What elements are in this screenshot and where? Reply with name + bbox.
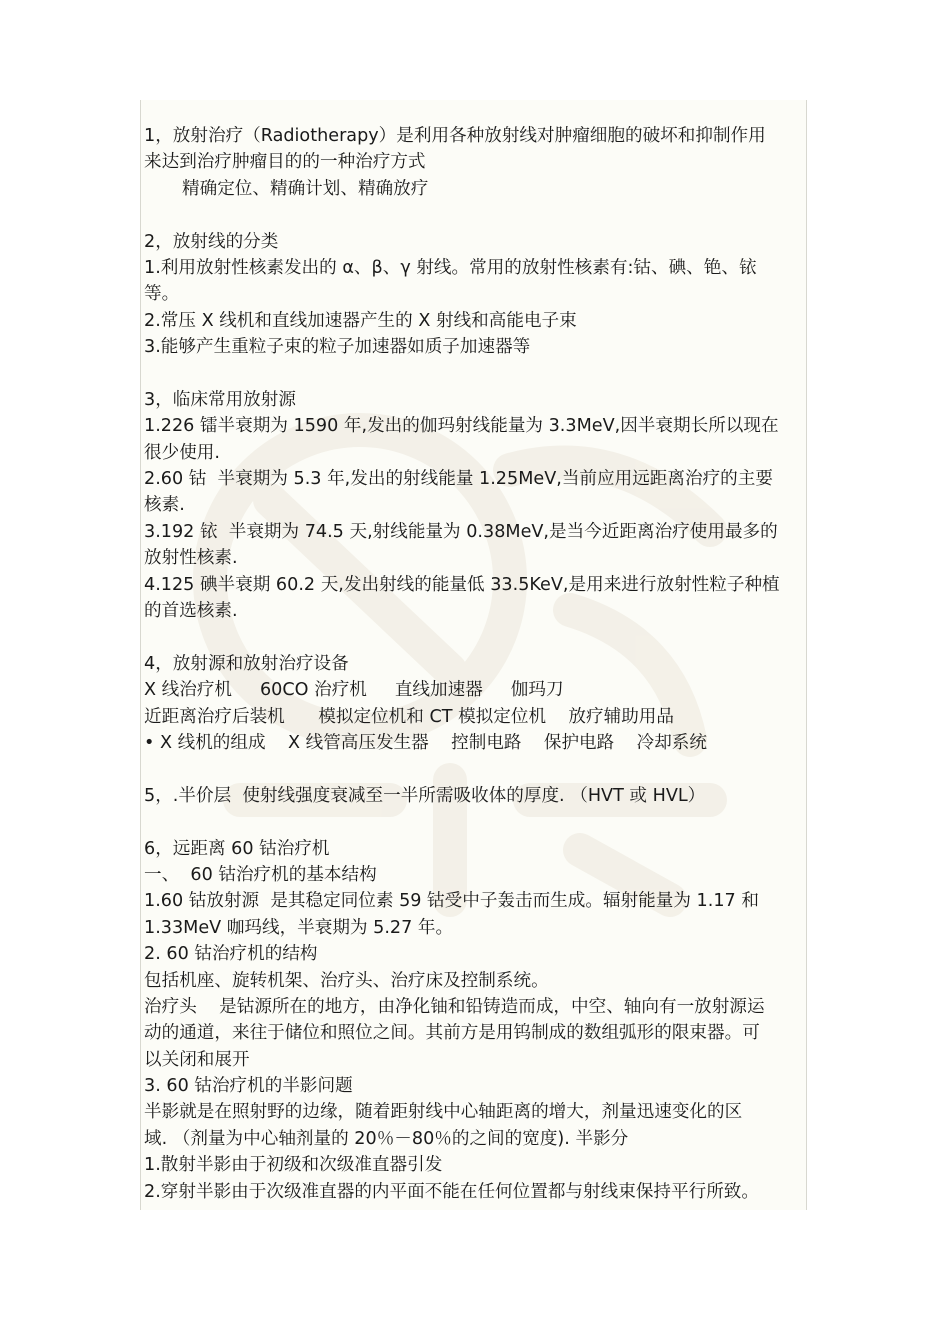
text-line: 很少使用.	[144, 442, 220, 463]
document-body	[144, 123, 804, 1205]
text-line: 4.125 碘半衰期 60.2 天,发出射线的能量低 33.5KeV,是用来进行放射性粒子种植	[144, 574, 780, 595]
text-line: 2. 60 钴治疗机的结构	[144, 944, 318, 965]
text-line: 1.33MeV 咖玛线，半衰期为 5.27 年。	[144, 917, 454, 938]
blank-line	[144, 624, 804, 650]
text-line: 以关闭和展开	[144, 1049, 250, 1070]
text-line: 1.226 镭半衰期为 1590 年,发出的伽玛射线能量为 3.3MeV,因半衰期长所以现在	[144, 416, 779, 437]
text-line: 3.能够产生重粒子束的粒子加速器如质子加速器等	[144, 337, 531, 358]
text-line: 等。	[144, 284, 180, 305]
text-line: 1.60 钴放射源 是其稳定同位素 59 钴受中子轰击而生成。辐射能量为 1.17 和	[144, 891, 759, 912]
section-heading: 4，放射源和放射治疗设备	[144, 653, 349, 674]
text-line: X 线治疗机 60CO 治疗机 直线加速器 伽玛刀	[144, 680, 564, 701]
blank-line	[144, 756, 804, 782]
text-line: 治疗头 是钴源所在的地方，由净化铀和铅铸造而成，中空、轴向有一放射源运	[144, 996, 765, 1017]
text-line: • X 线机的组成 X 线管高压发生器 控制电路 保护电路 冷却系统	[144, 732, 707, 753]
text-line: 精确定位、精确计划、精确放疗	[182, 178, 429, 199]
text-line: 1，放射治疗（Radiotherapy）是利用各种放射线对肿瘤细胞的破坏和抑制作用	[144, 126, 766, 146]
section-heading: 5，.半价层 使射线强度衰减至一半所需吸收体的厚度. （HVT 或 HVL）	[144, 785, 706, 806]
text-line: 2.60 钴 半衰期为 5.3 年,发出的射线能量 1.25MeV,当前应用远距离治疗的主要	[144, 469, 773, 490]
blank-line	[144, 202, 804, 228]
text-line: 一、 60 钴治疗机的基本结构	[144, 864, 377, 885]
section-heading: 2，放射线的分类	[144, 231, 279, 252]
text-line: 1.散射半影由于初级和次级准直器引发	[144, 1155, 443, 1176]
text-line: 近距离治疗后装机 模拟定位机和 CT 模拟定位机 放疗辅助用品	[144, 706, 674, 727]
text-line: 1.利用放射性核素发出的 α、β、γ 射线。常用的放射性核素有:钴、碘、铯、铱	[144, 257, 757, 278]
text-line: 的首选核素.	[144, 601, 238, 622]
text-line: 3. 60 钴治疗机的半影问题	[144, 1076, 353, 1097]
text-line: 域. （剂量为中心轴剂量的 20％－80％的之间的宽度). 半影分	[144, 1128, 629, 1149]
text-line: 2.穿射半影由于次级准直器的内平面不能在任何位置都与射线束保持平行所致。	[144, 1181, 759, 1202]
text-line: 动的通道，来往于储位和照位之间。其前方是用钨制成的数组弧形的限束器。可	[144, 1023, 760, 1044]
text-line: 核素.	[144, 495, 185, 516]
section-heading: 6，远距离 60 钴治疗机	[144, 838, 330, 859]
text-line: 包括机座、旋转机架、治疗头、治疗床及控制系统。	[144, 970, 549, 991]
text-line: 2.常压 X 线机和直线加速器产生的 X 射线和高能电子束	[144, 310, 577, 331]
text-line: 3.192 铱 半衰期为 74.5 天,射线能量为 0.38MeV,是当今近距离治疗使用最多的	[144, 521, 778, 542]
blank-line	[144, 361, 804, 387]
text-line: 放射性核素.	[144, 548, 238, 569]
section-heading: 3，临床常用放射源	[144, 389, 296, 410]
blank-line	[144, 809, 804, 835]
text-line: 半影就是在照射野的边缘，随着距射线中心轴距离的增大，剂量迅速变化的区	[144, 1102, 743, 1123]
text-line: 来达到治疗肿瘤目的的一种治疗方式	[144, 152, 426, 173]
